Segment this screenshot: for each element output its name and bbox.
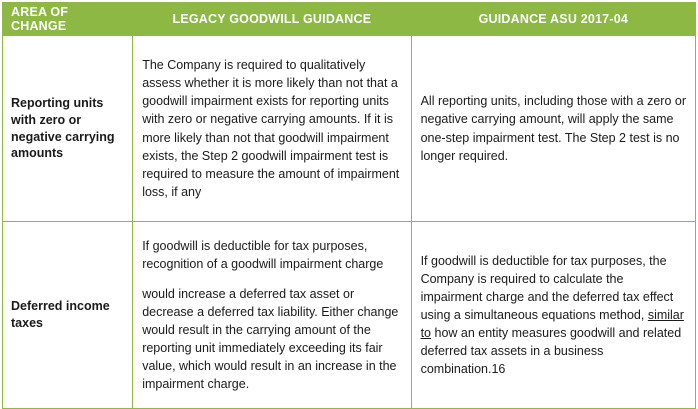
column-header-guidance-asu-2017-04: GUIDANCE ASU 2017-04	[411, 3, 695, 36]
area-of-change-deferred-income-taxes: Deferred income taxes	[3, 222, 133, 409]
column-header-legacy-goodwill-guidance: LEGACY GOODWILL GUIDANCE	[133, 3, 411, 36]
legacy-paragraph-second: would increase a deferred tax asset or decrease a deferred tax liability. Either change would result in the carrying amount of the reporting unit immediately exceeding its fair value, which would result in an increase in the impairment charge.	[142, 286, 399, 392]
table-row	[3, 222, 696, 409]
column-header-area-of-change: AREA OF CHANGE	[3, 3, 133, 36]
asu-paragraph: All reporting units, including those with a zero or negative carrying amount, will apply the same one-step impairment test. The Step 2 test is no longer required.	[420, 94, 686, 163]
legacy-guidance-reporting-units	[133, 36, 411, 222]
asu-text-underlined: similar to	[420, 307, 684, 341]
asu-guidance-deferred-income-taxes	[411, 222, 695, 409]
table-header	[3, 3, 696, 36]
asu-text-suffix: how an entity measures goodwill and related deferred tax assets in a business combination.16	[420, 326, 682, 377]
table-header-row	[3, 3, 696, 36]
legacy-guidance-deferred-income-taxes	[133, 222, 411, 409]
goodwill-guidance-comparison-table	[2, 2, 696, 409]
legacy-paragraph-first: If goodwill is deductible for tax purposes, recognition of a goodwill impairment charge	[142, 238, 384, 271]
area-of-change-reporting-units: Reporting units with zero or negative carrying amounts	[3, 36, 133, 222]
asu-paragraph	[421, 252, 686, 379]
asu-text-prefix: If goodwill is deductible for tax purposes, the Company is required to calculate the impairment charge and the deferred tax effect using a simultaneous equations method,	[420, 253, 674, 322]
legacy-paragraph: The Company is required to qualitatively assess whether it is more likely than not that a goodwill impairment exists for reporting units with zero or negative carrying amounts. If it is more likely than not that goodwill impairment exists, the Step 2 goodwill impairment test is required to measure the amount of impairment loss, if any	[142, 58, 400, 199]
table-body	[3, 36, 696, 409]
table-row	[3, 36, 696, 222]
asu-guidance-reporting-units	[411, 36, 695, 222]
